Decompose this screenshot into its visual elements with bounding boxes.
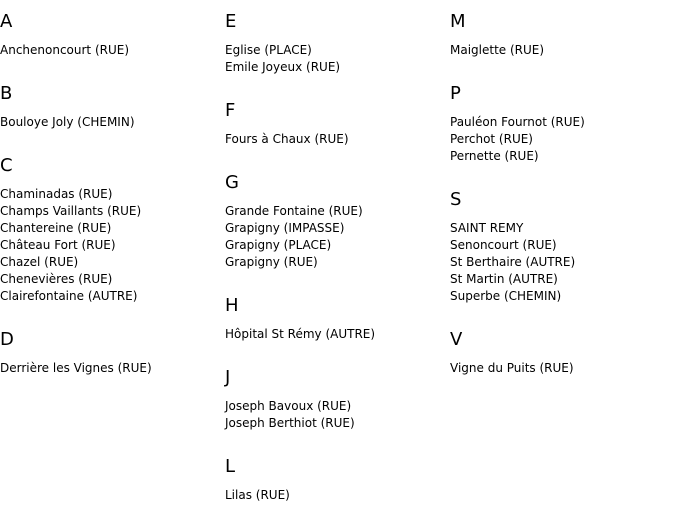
letter-heading: E xyxy=(225,11,237,32)
street-link[interactable]: St Martin (AUTRE) xyxy=(450,272,558,286)
street-link[interactable]: Clairefontaine (AUTRE) xyxy=(0,289,138,303)
street-link[interactable]: Lilas (RUE) xyxy=(225,488,290,502)
street-link[interactable]: Pernette (RUE) xyxy=(450,149,539,163)
street-list xyxy=(450,104,675,178)
street-link[interactable]: Fours à Chaux (RUE) xyxy=(225,132,349,146)
street-link[interactable]: Joseph Bavoux (RUE) xyxy=(225,399,352,413)
street-link[interactable]: Perchot (RUE) xyxy=(450,132,533,146)
street-link[interactable]: Joseph Berthiot (RUE) xyxy=(225,416,355,430)
street-list xyxy=(225,121,450,161)
letter-heading: B xyxy=(0,83,13,104)
street-link[interactable]: Chazel (RUE) xyxy=(0,255,79,269)
letter-heading: H xyxy=(225,295,239,316)
letter-group-h xyxy=(225,284,450,356)
street-link[interactable]: Derrière les Vignes (RUE) xyxy=(0,361,152,375)
letter-group-e xyxy=(225,0,450,89)
street-link[interactable]: Champs Vaillants (RUE) xyxy=(0,204,142,218)
street-link[interactable]: St Berthaire (AUTRE) xyxy=(450,255,576,269)
letter-heading: G xyxy=(225,172,239,193)
letter-group-g xyxy=(225,161,450,284)
letter-heading: J xyxy=(225,367,231,388)
street-list xyxy=(225,388,450,445)
letter-group-s xyxy=(450,178,675,318)
street-column-1 xyxy=(0,0,225,390)
letter-heading: P xyxy=(450,83,461,104)
street-link[interactable]: Grapigny (PLACE) xyxy=(225,238,332,252)
street-link[interactable]: Emile Joyeux (RUE) xyxy=(225,60,341,74)
street-link[interactable]: Grande Fontaine (RUE) xyxy=(225,204,363,218)
letter-heading: M xyxy=(450,11,466,32)
street-link[interactable]: Senoncourt (RUE) xyxy=(450,238,557,252)
street-link[interactable]: Hôpital St Rémy (AUTRE) xyxy=(225,327,376,341)
street-list xyxy=(0,350,225,390)
street-column-3 xyxy=(450,0,675,390)
letter-group-f xyxy=(225,89,450,161)
street-link[interactable]: Pauléon Fournot (RUE) xyxy=(450,115,585,129)
street-link[interactable]: Chenevières (RUE) xyxy=(0,272,113,286)
letter-heading: S xyxy=(450,189,462,210)
street-link[interactable]: Bouloye Joly (CHEMIN) xyxy=(0,115,135,129)
letter-group-p xyxy=(450,72,675,178)
street-link[interactable]: Chaminadas (RUE) xyxy=(0,187,113,201)
letter-heading: C xyxy=(0,155,13,176)
street-link[interactable]: Château Fort (RUE) xyxy=(0,238,116,252)
street-list xyxy=(225,32,450,89)
letter-heading: F xyxy=(225,100,236,121)
letter-group-b xyxy=(0,72,225,144)
street-list xyxy=(0,32,225,72)
street-list xyxy=(225,193,450,284)
street-list xyxy=(225,477,450,517)
letter-heading: L xyxy=(225,456,236,477)
letter-group-m xyxy=(450,0,675,72)
street-list xyxy=(0,104,225,144)
letter-heading: D xyxy=(0,329,14,350)
street-link[interactable]: Anchenoncourt (RUE) xyxy=(0,43,130,57)
street-link[interactable]: Grapigny (RUE) xyxy=(225,255,318,269)
letter-group-j xyxy=(225,356,450,445)
street-link[interactable]: Chantereine (RUE) xyxy=(0,221,112,235)
street-list xyxy=(225,316,450,356)
letter-heading: A xyxy=(0,11,13,32)
street-column-2 xyxy=(225,0,450,517)
letter-group-l xyxy=(225,445,450,517)
street-link[interactable]: Maiglette (RUE) xyxy=(450,43,545,57)
street-list xyxy=(0,176,225,318)
street-list xyxy=(450,32,675,72)
street-list xyxy=(450,350,675,390)
street-link[interactable]: Vigne du Puits (RUE) xyxy=(450,361,574,375)
letter-group-c xyxy=(0,144,225,318)
letter-group-v xyxy=(450,318,675,390)
street-link[interactable]: SAINT REMY xyxy=(450,221,524,235)
letter-group-d xyxy=(0,318,225,390)
letter-heading: V xyxy=(450,329,463,350)
letter-group-a xyxy=(0,0,225,72)
street-link[interactable]: Eglise (PLACE) xyxy=(225,43,312,57)
street-link[interactable]: Grapigny (IMPASSE) xyxy=(225,221,345,235)
street-link[interactable]: Superbe (CHEMIN) xyxy=(450,289,562,303)
street-list xyxy=(450,210,675,318)
